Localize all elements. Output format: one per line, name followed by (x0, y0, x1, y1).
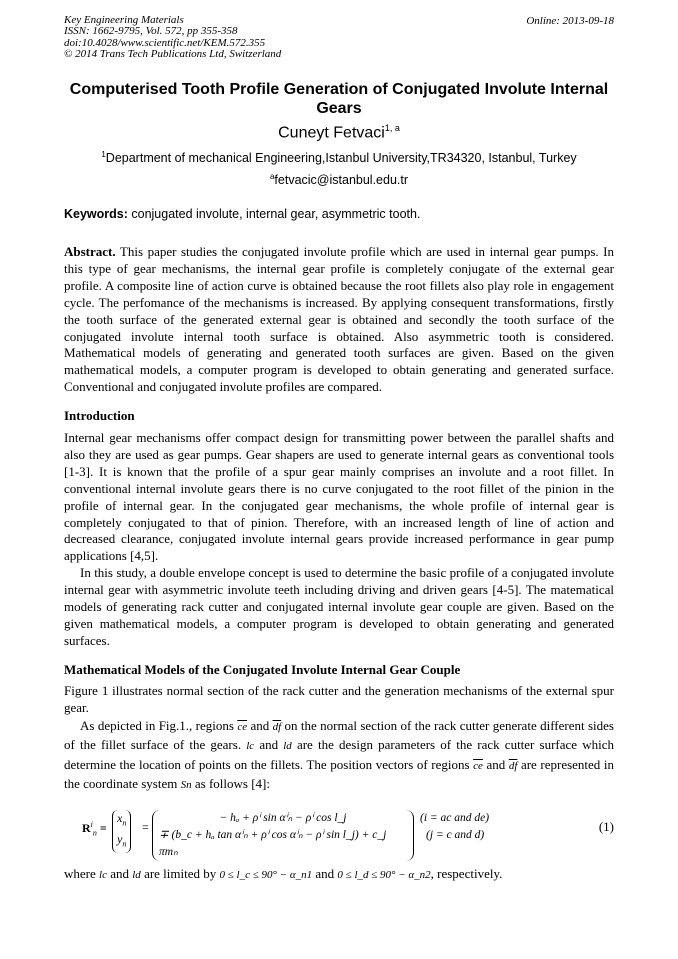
text: on the normal section of the rack cutter generate different sides of the fillet surface of the gears. (64, 717, 614, 753)
math-sn: Sn (180, 779, 192, 792)
text: , respectively. (430, 866, 503, 881)
text: are limited by (140, 866, 220, 881)
abstract-label: Abstract. (64, 244, 116, 259)
range-ld: 0 ≤ l_d ≤ 90° − α_n2 (337, 869, 431, 881)
math-paragraph-1: Figure 1 illustrates normal section of the rack cutter and the generation mechanisms of the external spur gear. (64, 683, 614, 715)
abstract-text: This paper studies the conjugated involute profile which are used in internal gear pumps. In this type of gear mechanisms, the internal gear profile is completely conjugate of the external gear profile. A composite line of action curve is obtained because the root fillets also play role in engagement cycle. The perfomance of the mechanisms is increased. By applying consequent transformations, firstly the tooth surface of the generated external gear is obtained and secondly the tooth surface of the conjugated involute internal tooth surface is obtained. Also asymmetric tooth is considered. Mathematical models of generating and generated tooth surfaces are given. Based on the given mathematical models, a computer program is developed to obtain generating and generated surface. Conventional and conjugated involute profiles are compared. (64, 244, 614, 395)
eq-row-1: − hₐ + ρⁱ sin αⁱₙ − ρⁱ cos l_j (219, 812, 347, 824)
email-sup: a (269, 172, 275, 181)
math-ce: $\overline{ce}$ (473, 759, 483, 772)
text: and (312, 866, 338, 881)
text: As depicted in Fig.1., regions (80, 717, 238, 733)
introduction-heading: Introduction (64, 408, 135, 423)
copyright: © 2014 Trans Tech Publications Ltd, Switzerland (64, 48, 282, 61)
author (64, 123, 614, 142)
affiliation-sup: 1 (101, 150, 106, 159)
text: and (106, 866, 133, 881)
introduction-section (64, 408, 614, 650)
math-lc: lc (246, 740, 255, 753)
affiliation (64, 150, 614, 165)
eq-lhs: $R^i_n$ = (82, 820, 107, 838)
paper-title: Computerised Tooth Profile Generation of Conjugated Involute Internal Gears (69, 81, 609, 117)
text: and (254, 737, 284, 753)
math-models-heading: Mathematical Models of the Conjugated Involute Internal Gear Couple (64, 662, 461, 677)
equation-1: $R^i_n$ = $x_n$ $y_n$ = − hₐ + ρⁱ sin αⁱₙ − ρⁱ cos l_j ∓ (b_c + hₐ tan αⁱₙ + ρⁱ cos αⁱₙ − ρⁱ sin l_j) + c_j πmₙ (i = ac and de) (j = c and d) (1) (64, 808, 614, 848)
keywords-label: Keywords: (64, 207, 128, 221)
keywords (64, 207, 614, 221)
author-sup: 1, a (384, 123, 400, 133)
affiliation-text: Department of mechanical Engineering,Istanbul University,TR34320, Istanbul, Turkey (105, 151, 577, 166)
eq-cond-1: (i = ac and de) (420, 812, 490, 824)
math-ld: ld (132, 869, 141, 881)
eq-matrix (152, 810, 414, 861)
math-lc: lc (99, 869, 107, 881)
issn: ISSN: 1662-9795, Vol. 572, pp 355-358 (64, 25, 238, 38)
text: and (247, 717, 273, 733)
intro-paragraph-1: Internal gear mechanisms offer compact design for transmitting power between the parallel shafts and also they are used as gear pumps. Gear shapers are used to generate internal gears as conventional tools [1-3]. It is known that the profile of a spur gear mainly comprises an involute and a root fillet. In conventional internal involute gears there is no curve conjugated to the root fillet of the pinion in the profile of internal gear. In the conjugated gear mechanisms, the whole profile of internal gear is completely conjugated to that of pinion. Therefore, with an increased length of line of action and decreased clearance, conjugated involute internal gears provide increased performance in gear pump applications [4,5]. (64, 430, 614, 564)
abstract (64, 244, 614, 396)
email-text: fetvacic@istanbul.edu.tr (274, 173, 409, 188)
keywords-text: conjugated involute, internal gear, asymmetric tooth. (127, 207, 421, 221)
eq-vector: $x_n$ $y_n$ (112, 810, 131, 853)
where-line (64, 866, 614, 884)
intro-paragraph-2: In this study, a double envelope concept is used to determine the basic profile of a conjugated involute internal gear with asymmetric involute teeth including driving and driven gears [4-5]. The matematical models of generating rack cutter and conjugated internal involute gear couple are given. Based on the given mathematical models, a computer program is developed to obtain generating and generated surfaces. (64, 565, 614, 648)
math-ld: ld (283, 740, 292, 753)
eq-R: R (82, 821, 91, 835)
text: and (482, 756, 509, 772)
eq-cond-2: (j = c and d) (426, 829, 485, 841)
email (64, 172, 614, 187)
math-df: $\overline{df}$ (508, 759, 518, 772)
math-ce: $\overline{ce}$ (237, 720, 248, 733)
eq-row-2: ∓ (b_c + hₐ tan αⁱₙ + ρⁱ cos αⁱₙ − ρⁱ sin l_j) + c_j πmₙ (159, 829, 387, 858)
eq-x: x (117, 811, 123, 825)
text: where (64, 866, 100, 881)
eq-number: (1) (598, 819, 614, 834)
range-lc: 0 ≤ l_c ≤ 90° − α_n1 (219, 869, 313, 881)
text: as follows [4]: (191, 776, 270, 792)
text: are the design parameters of the rack cutter surface which determine the location of points on the fillets. The position vectors of regions (64, 737, 614, 772)
eq-conditions (420, 810, 489, 844)
online-date: Online: 2013-09-18 (526, 15, 614, 27)
math-models-section (64, 662, 614, 795)
eq-y: y (117, 832, 123, 847)
math-paragraph-2 (64, 717, 614, 795)
author-name: Cuneyt Fetvaci (278, 124, 385, 142)
math-df: $\overline{df}$ (272, 720, 282, 733)
doi: doi:10.4028/www.scientific.net/KEM.572.355 (64, 36, 266, 49)
journal-name: Key Engineering Materials (64, 14, 184, 26)
text: are represented in the coordinate system (64, 756, 614, 792)
